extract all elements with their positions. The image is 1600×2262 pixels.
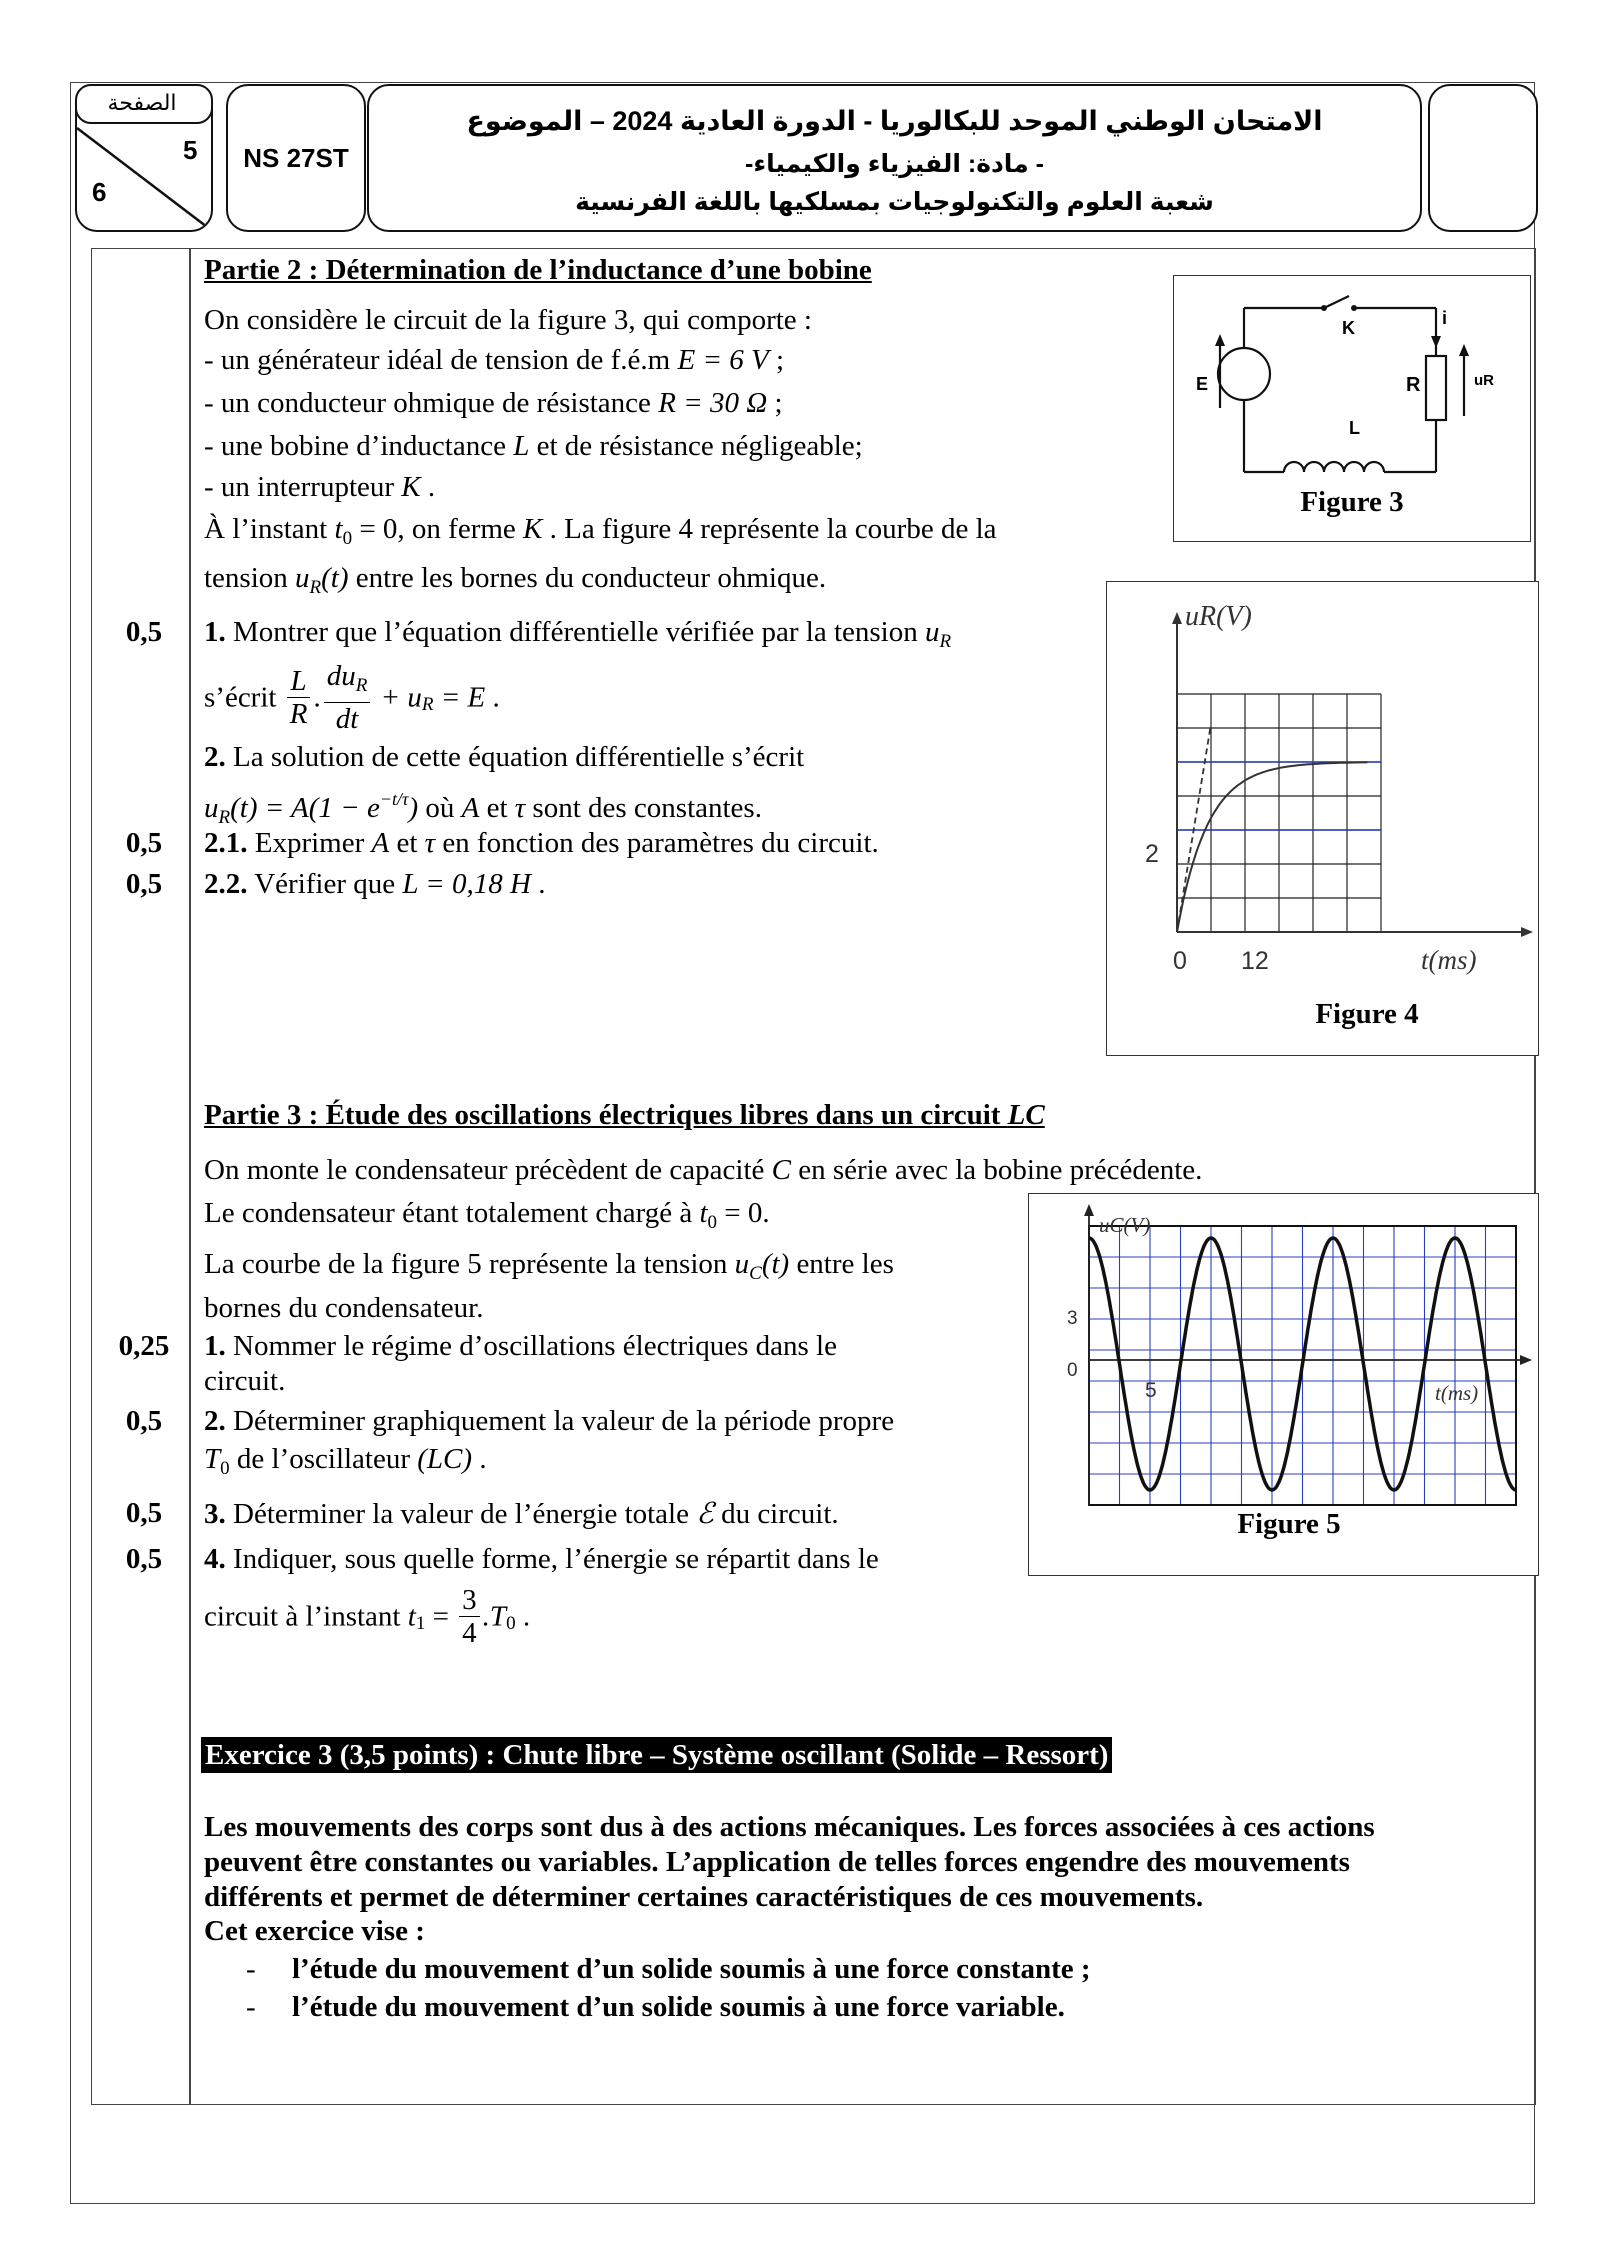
exercise3-intro-line1: Les mouvements des corps sont dus à des actions mécaniques. Les forces associées à ces actions	[204, 1811, 1375, 1843]
part2-item-switch-a: - un interrupteur	[204, 471, 402, 503]
part3-q2	[204, 1404, 894, 1438]
part2-q21-num: 2.1.	[204, 827, 248, 859]
part2-item-resistor-math: R = 30 Ω	[658, 387, 768, 419]
points-part3-q2: 0,5	[125, 1405, 163, 1437]
figure5-ylabel: uC(V)	[1099, 1213, 1151, 1237]
part3-q2-num: 2.	[204, 1405, 226, 1437]
header-exam-code: NS 27ST	[243, 143, 349, 173]
part2-q1-eqE: = E	[433, 681, 486, 714]
part3-q4-T0: .T	[482, 1600, 507, 1633]
part3-q4-t: t	[407, 1600, 416, 1633]
points-part2-q21: 0,5	[125, 827, 163, 859]
part3-q2-end: .	[472, 1443, 487, 1475]
part2-line-tension-t: (t)	[321, 562, 349, 594]
figure4-tick-x12: 12	[1241, 947, 1269, 975]
part2-q2-mid: (t) = A(1 − e	[230, 792, 380, 824]
part2-q21	[204, 826, 879, 860]
header-page-number: 5	[183, 135, 198, 165]
figure3-label-i: i	[1442, 308, 1448, 328]
part2-line-t0	[204, 512, 997, 556]
part2-line-t0-b: , on ferme	[397, 513, 524, 545]
part2-q22-text: Vérifier que	[247, 868, 403, 900]
figure4-x-axis-arrow	[1521, 927, 1533, 937]
part3-line2-a: Le condensateur étant totalement chargé à	[204, 1197, 700, 1229]
exercise3-bullet2-dash: -	[246, 1991, 256, 2023]
part2-q1-dt: dt	[335, 703, 359, 735]
points-part3-q4: 0,5	[125, 1543, 163, 1575]
part3-q2-LC: (LC)	[417, 1443, 473, 1475]
part3-q1-cont: circuit.	[204, 1365, 286, 1397]
exercise3-bullet1-dash: -	[246, 1953, 256, 1985]
part2-item-resistor-text: - un conducteur ohmique de résistance	[204, 387, 659, 419]
part3-q1-text: Nommer le régime d’oscillations électriques dans le	[225, 1330, 837, 1362]
part2-line-t0-c: . La figure 4 représente la courbe de la	[542, 513, 997, 545]
figure3-label-L: L	[1349, 418, 1360, 438]
part2-q2-where-a: où	[418, 792, 462, 824]
part2-line-t0-sub: 0	[342, 528, 353, 549]
part3-q4	[204, 1542, 879, 1576]
part2-q22-math: L = 0,18 H	[402, 868, 531, 900]
figure4-xlabel: t(ms)	[1421, 945, 1477, 975]
part3-line2	[204, 1196, 770, 1240]
part3-line1-C: C	[771, 1154, 791, 1186]
part2-q21-a: Exprimer	[247, 827, 372, 859]
part2-q1-ecrit: s’écrit	[204, 681, 284, 714]
part3-q4-T0sub: 0	[506, 1613, 516, 1635]
part3-line3-u: u	[734, 1248, 750, 1280]
points-part3-q3: 0,5	[125, 1497, 163, 1529]
figure4-chart	[1107, 582, 1538, 1055]
part2-q1-text: Montrer que l’équation différentielle vérifiée par la tension	[225, 616, 925, 648]
part2-q1-du	[324, 660, 371, 703]
part2-item-coil-a: - une bobine d’inductance	[204, 430, 514, 462]
part2-item-coil-L: L	[513, 430, 530, 462]
header-title-line2: - مادة: الفيزياء والكيمياء-	[745, 150, 1044, 178]
part3-title-LC: LC	[1007, 1099, 1045, 1131]
part2-q22-num: 2.2.	[204, 868, 248, 900]
header-empty-box	[1428, 84, 1538, 232]
header-title-line1: الامتحان الوطني الموحد للبكالوريا - الدورة العادية 2024 – الموضوع	[466, 106, 1323, 136]
header-title-line3: شعبة العلوم والتكنولوجيات بمسلكيها باللغة الفرنسية	[575, 188, 1214, 216]
part3-q4-text: Indiquer, sous quelle forme, l’énergie se répartit dans le	[225, 1543, 879, 1575]
part2-q1-plus-sub: R	[421, 694, 434, 716]
part2-q2-where-c: sont des constantes.	[525, 792, 762, 824]
part3-q4-cont	[204, 1584, 530, 1649]
figure4-tick-x0: 0	[1173, 947, 1187, 975]
part3-line3-b: entre les	[789, 1248, 894, 1280]
points-part3-q1: 0,25	[118, 1330, 170, 1362]
part2-item-coil	[204, 429, 863, 463]
part3-line1-b: en série avec la bobine précédente.	[790, 1154, 1203, 1186]
part2-q1-num: 1.	[204, 616, 226, 648]
part3-title	[204, 1098, 1045, 1132]
part2-q1-du-sub: R	[355, 675, 368, 696]
figure5-tick-x5: 5	[1145, 1379, 1157, 1402]
part2-q22	[204, 867, 546, 901]
part3-q1	[204, 1329, 837, 1363]
part2-q1	[204, 615, 951, 659]
part2-q1-end: .	[485, 681, 500, 714]
part2-q1-frac-du-dt	[324, 660, 371, 735]
part3-line2-sub: 0	[707, 1212, 718, 1233]
figure3-label-R: R	[1406, 374, 1421, 396]
part2-line-tension-b: entre les bornes du conducteur ohmique.	[348, 562, 827, 594]
part3-line2-end: .	[762, 1197, 770, 1229]
figure4-curve-uR	[1177, 762, 1367, 932]
figure3-label-uR: uR	[1474, 372, 1494, 389]
part2-q2-close: )	[408, 792, 419, 824]
part2-line-t0-a: À l’instant	[204, 513, 335, 545]
figure3-box	[1173, 275, 1531, 542]
part3-q3-num: 3.	[204, 1498, 226, 1530]
part3-q4-frac-num: 3	[459, 1584, 480, 1617]
part2-item-resistor-end: ;	[767, 387, 783, 419]
exercise3-intro-line4: Cet exercice vise :	[204, 1915, 425, 1947]
figure5-tick-y3: 3	[1067, 1308, 1078, 1329]
part2-q1-usub: R	[939, 631, 952, 652]
part3-q4-frac	[459, 1584, 480, 1649]
part3-line3-sub: C	[749, 1263, 762, 1284]
part2-q2-usub: R	[218, 807, 231, 828]
part3-q3	[204, 1496, 839, 1531]
part3-line1	[204, 1153, 1202, 1187]
figure5-caption: Figure 5	[1237, 1508, 1341, 1540]
part2-q2-num: 2.	[204, 741, 226, 773]
exercise3-bullet2: l’étude du mouvement d’un solide soumis à une force variable.	[292, 1991, 1065, 2023]
part2-item-switch-b: .	[420, 471, 436, 503]
figure5-box	[1028, 1193, 1539, 1576]
part2-item-generator-text: - un générateur idéal de tension de f.é.m	[204, 344, 678, 376]
part3-q3-text: Déterminer la valeur de l’énergie totale	[225, 1498, 697, 1530]
part3-q3-end: du circuit.	[713, 1498, 839, 1530]
part3-q4-num: 4.	[204, 1543, 226, 1575]
exercise3-intro-line2: peuvent être constantes ou variables. L’application de telles forces engendre des mouvements	[204, 1846, 1350, 1878]
part2-item-generator-math: E = 6 V	[677, 344, 769, 376]
header-page-total: 6	[92, 177, 107, 207]
part3-q2-text: Déterminer graphiquement la valeur de la période propre	[225, 1405, 895, 1437]
part3-line4: bornes du condensateur.	[204, 1292, 484, 1324]
part2-q1-frac-LR	[287, 665, 311, 730]
part2-item-resistor	[204, 386, 783, 420]
part2-line-tension-sub: R	[309, 577, 322, 598]
part2-q2-where-b: et	[479, 792, 515, 824]
part2-q2-tau: τ	[514, 792, 526, 824]
figure5-x-axis-arrow	[1520, 1355, 1532, 1365]
part3-line2-t: t	[699, 1197, 708, 1229]
part2-q1-equation	[204, 660, 500, 735]
figure5-tick-y0: 0	[1067, 1360, 1078, 1381]
part2-q21-tau: τ	[424, 827, 436, 859]
exercise3-bullet1: l’étude du mouvement d’un solide soumis à une force constante ;	[292, 1953, 1091, 1985]
figure3-caption: Figure 3	[1300, 486, 1404, 518]
part3-q4-end: .	[515, 1600, 531, 1633]
part2-q1-du-text: du	[326, 660, 356, 692]
part2-item-switch	[204, 470, 435, 504]
part2-q22-end: .	[531, 868, 546, 900]
part2-title: Partie 2 : Détermination de l’inductance d’une bobine	[204, 254, 872, 286]
figure4-tick-y2: 2	[1145, 840, 1159, 868]
part3-line3	[204, 1247, 894, 1291]
part3-q3-E: ℰ	[696, 1496, 714, 1530]
part2-line-tension-u: u	[295, 562, 310, 594]
part2-item-coil-b: et de résistance négligeable;	[529, 430, 863, 462]
points-column-divider	[189, 248, 191, 2105]
part2-q1-u: u	[924, 616, 940, 648]
part3-q4-tsub: 1	[415, 1613, 426, 1635]
part2-q2-sup: −t/τ	[379, 789, 409, 809]
part2-intro: On considère le circuit de la figure 3, qui comporte :	[204, 304, 812, 336]
points-part2-q22: 0,5	[125, 868, 163, 900]
part3-line2-eq: = 0	[717, 1197, 763, 1229]
figure5-xlabel: t(ms)	[1435, 1381, 1479, 1405]
part2-q21-c: en fonction des paramètres du circuit.	[435, 827, 879, 859]
part3-q2-text2: de l’oscillateur	[229, 1443, 418, 1475]
part3-q2-Tsub: 0	[220, 1458, 230, 1479]
part3-q2-T: T	[204, 1443, 221, 1475]
part3-q4-eq: =	[425, 1600, 457, 1633]
part2-q21-A: A	[371, 827, 390, 859]
part2-item-generator	[204, 343, 784, 377]
figure4-ylabel: uR(V)	[1185, 601, 1252, 632]
part2-line-t0-eq: = 0	[352, 513, 398, 545]
part3-q1-num: 1.	[204, 1330, 226, 1362]
part2-q2-text: La solution de cette équation différentielle s’écrit	[225, 741, 805, 773]
part2-item-generator-end: ;	[768, 344, 785, 376]
header-page-label: الصفحة	[107, 90, 177, 115]
part2-line-t0-math: t	[334, 513, 343, 545]
part3-title-text: Partie 3 : Étude des oscillations électriques libres dans un circuit	[204, 1099, 1008, 1131]
figure3-label-K: K	[1342, 318, 1355, 338]
exercise3-intro-line3: différents et permet de déterminer certaines caractéristiques de ces mouvements.	[204, 1881, 1204, 1913]
figure4-y-axis-arrow	[1172, 612, 1182, 624]
part2-item-switch-K: K	[401, 471, 421, 503]
part2-q21-b: et	[389, 827, 425, 859]
part2-q2-A: A	[461, 792, 480, 824]
figure3-label-E: E	[1196, 374, 1209, 394]
figure4-box	[1106, 581, 1539, 1056]
part3-line3-a: La courbe de la figure 5 représente la tension	[204, 1248, 735, 1280]
part2-line-tension	[204, 561, 826, 605]
part3-q2-cont	[204, 1442, 487, 1486]
points-part2-q1: 0,5	[125, 616, 163, 648]
part3-q4-frac-den: 4	[462, 1617, 477, 1649]
part3-q4-text2: circuit à l’instant	[204, 1600, 408, 1633]
figure5-y-axis-arrow	[1084, 1204, 1094, 1216]
part2-q1-frac-L: L	[287, 665, 311, 698]
part2-q1-plus: + u	[373, 681, 422, 714]
exercise3-title: Exercice 3 (3,5 points) : Chute libre – Système oscillant (Solide – Ressort)	[201, 1737, 1112, 1773]
part2-line-tension-a: tension	[204, 562, 296, 594]
part3-line3-t: (t)	[761, 1248, 790, 1280]
part2-line-t0-K: K	[523, 513, 543, 545]
part2-q1-dot: .	[313, 681, 321, 714]
part3-line1-a: On monte le condensateur précèdent de capacité	[204, 1154, 772, 1186]
part2-q2-u: u	[204, 792, 219, 824]
figure4-caption: Figure 4	[1315, 998, 1419, 1030]
part2-q2	[204, 740, 804, 774]
part2-q1-frac-R: R	[289, 698, 308, 730]
